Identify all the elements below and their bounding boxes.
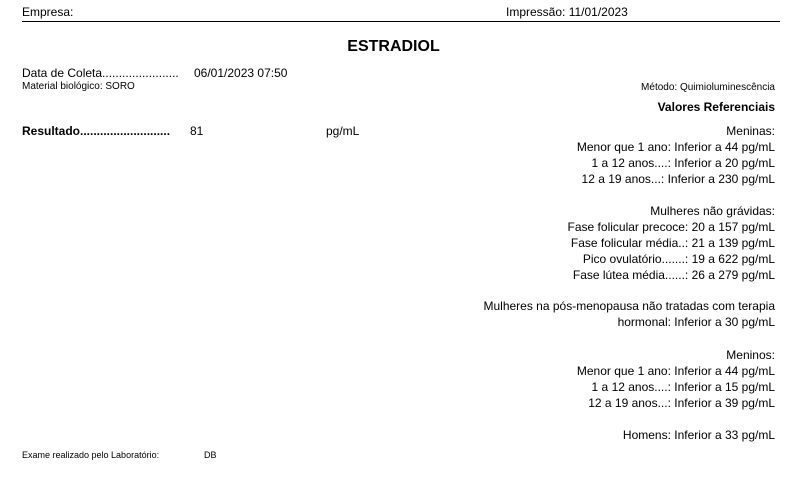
women-line: Fase lútea média......: 26 a 279 pg/mL (572, 268, 775, 282)
girls-line: Menor que 1 ano: Inferior a 44 pg/mL (576, 140, 775, 154)
footer-lab-value: DB (204, 450, 217, 460)
women-line: Pico ovulatório.......: 19 a 622 pg/mL (582, 252, 775, 266)
reference-values-heading: Valores Referenciais (657, 100, 775, 114)
postmenopause-line: hormonal: Inferior a 30 pg/mL (617, 315, 775, 329)
women-line: Fase folicular precoce: 20 a 157 pg/mL (567, 220, 775, 234)
girls-heading: Meninas: (726, 124, 775, 138)
result-value: 81 (190, 124, 204, 138)
result-unit: pg/mL (326, 124, 360, 138)
footer-lab-label: Exame realizado pelo Laboratório: (22, 450, 160, 460)
exam-title: ESTRADIOL (347, 38, 440, 55)
postmenopause-line: Mulheres na pós-menopausa não tratadas com terapia (483, 299, 775, 313)
collection-date-value: 06/01/2023 07:50 (194, 66, 288, 80)
men-line: Homens: Inferior a 33 pg/mL (622, 428, 775, 442)
reference-girls (577, 123, 775, 187)
company-label: Empresa: (22, 5, 74, 19)
method-label: Método: Quimioluminescência (641, 82, 775, 93)
reference-men (623, 427, 775, 443)
boys-line: Menor que 1 ano: Inferior a 44 pg/mL (576, 364, 775, 378)
girls-line: 1 a 12 anos....: Inferior a 20 pg/mL (591, 156, 775, 170)
print-date: Impressão: 11/01/2023 (506, 5, 628, 19)
result-label: Resultado........................... (22, 124, 171, 138)
reference-women (568, 203, 775, 283)
boys-line: 12 a 19 anos...: Inferior a 39 pg/mL (588, 396, 775, 410)
header-divider (22, 21, 780, 22)
women-line: Fase folicular média..: 21 a 139 pg/mL (570, 236, 775, 250)
reference-boys (577, 347, 775, 411)
reference-postmenopause (483, 298, 775, 330)
boys-heading: Meninos: (726, 348, 775, 362)
girls-line: 12 a 19 anos...: Inferior a 230 pg/mL (581, 172, 775, 186)
material-label: Material biológico: SORO (22, 81, 135, 92)
collection-date-label: Data de Coleta....................... (22, 66, 179, 80)
women-heading: Mulheres não grávidas: (650, 204, 775, 218)
boys-line: 1 a 12 anos....: Inferior a 15 pg/mL (591, 380, 775, 394)
